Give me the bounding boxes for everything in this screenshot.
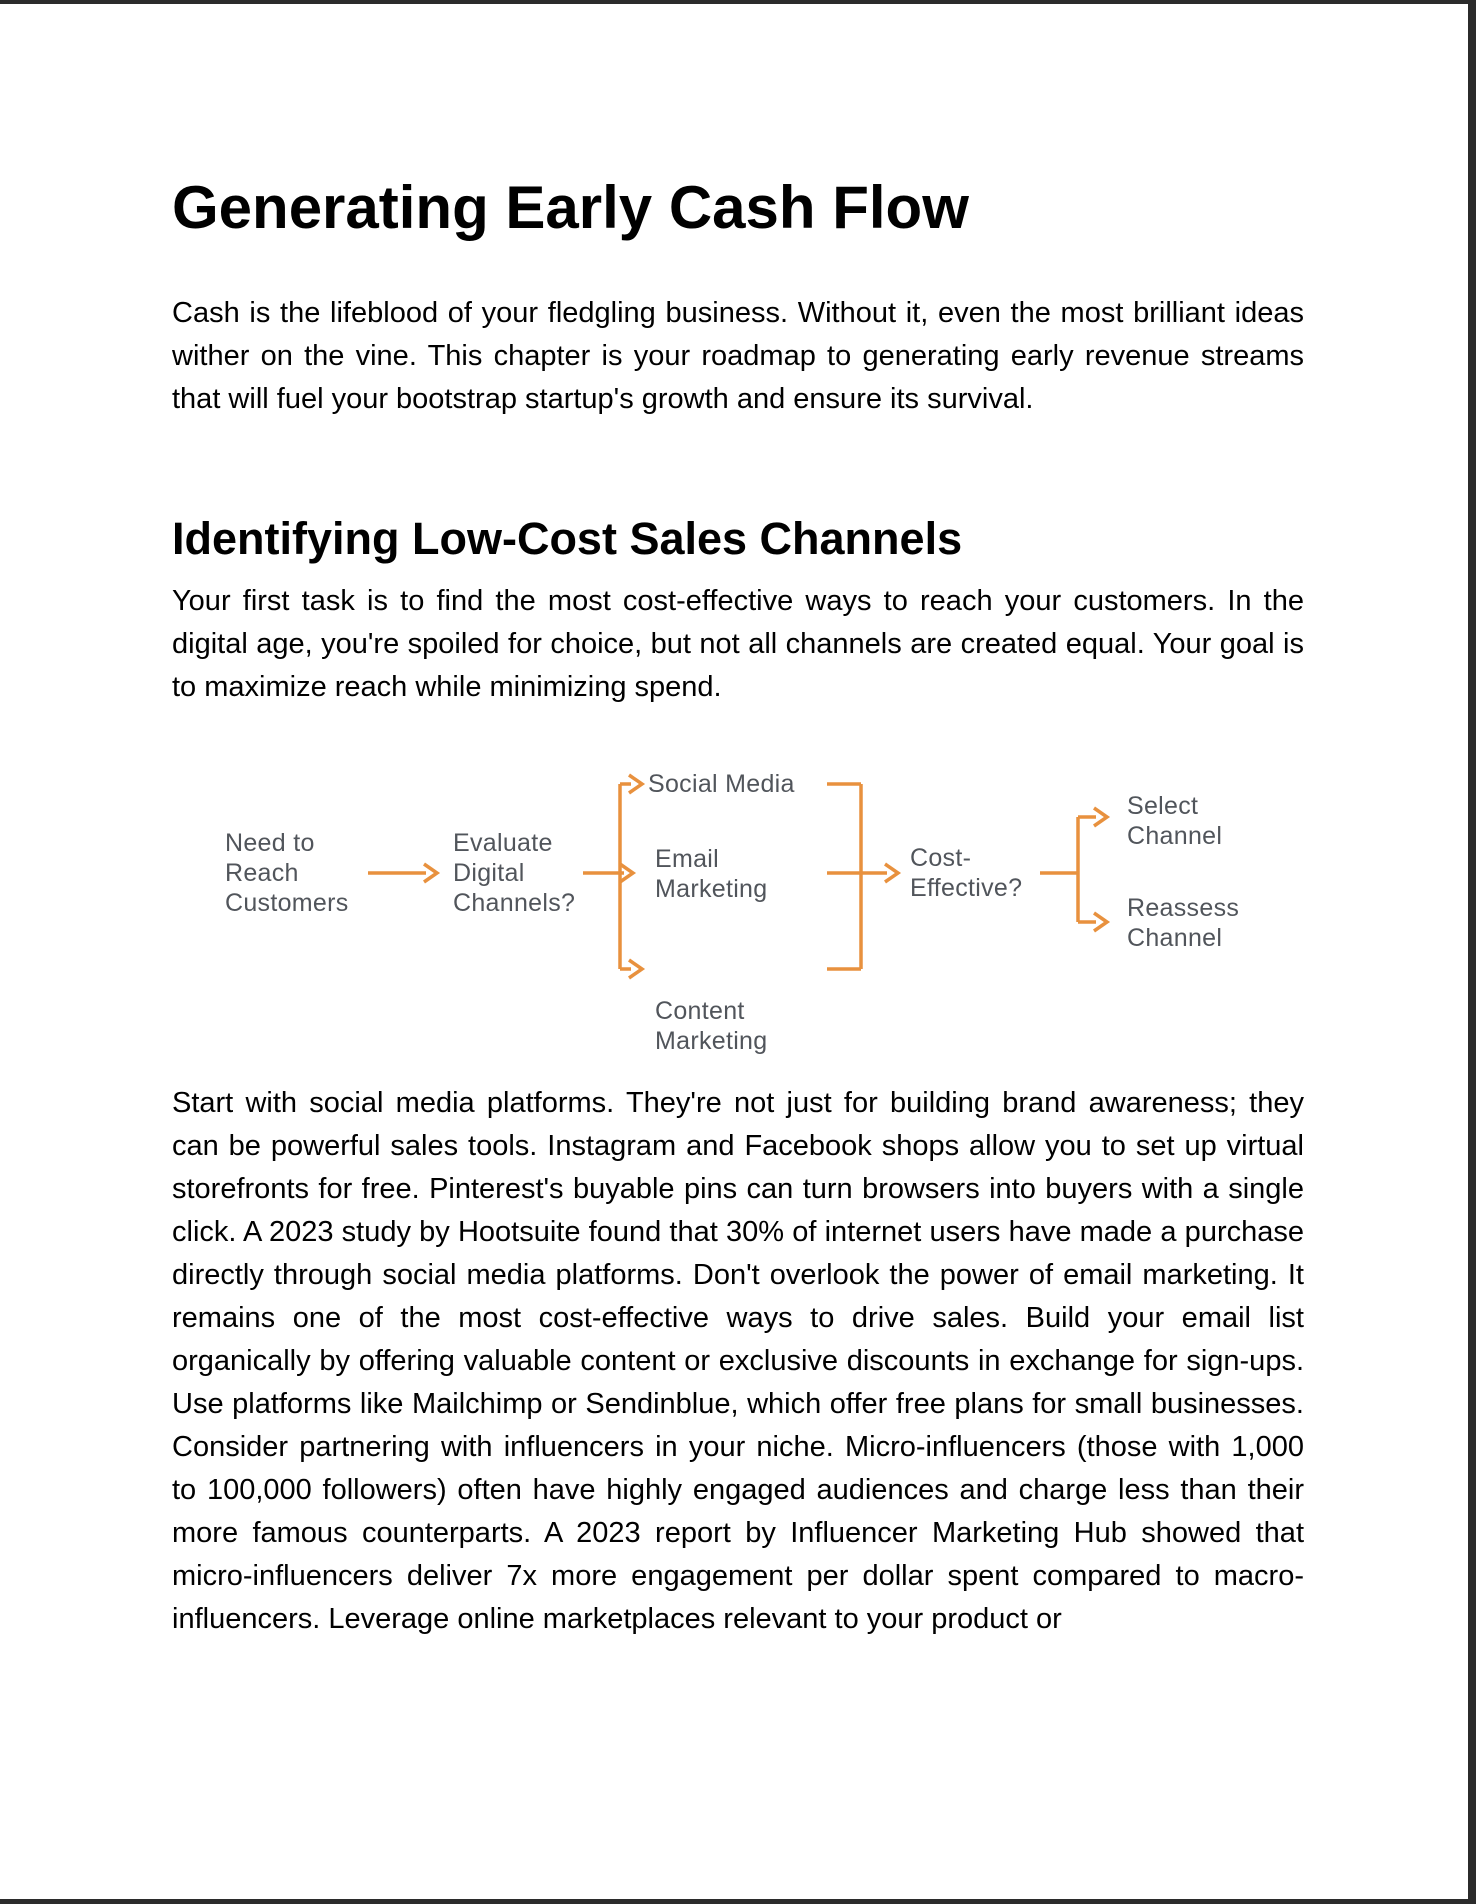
flowchart-node-content-marketing: Content Marketing bbox=[655, 997, 768, 1055]
sales-channels-flowchart bbox=[172, 767, 1304, 1079]
section-heading: Identifying Low-Cost Sales Channels bbox=[172, 513, 963, 564]
viewer-edge-bottom bbox=[0, 1899, 1476, 1904]
body-paragraph: Start with social media platforms. They're not just for building brand awareness; they can be powerful sales tools. Instagram and Facebook shops allow you to set up virtual storefronts for free. Pinterest's buyable pins can turn browsers into buyers with a single click. A 2023 study by Hootsuite found that 30% of internet users have made a purchase directly through social media platforms. Don't overlook the power of email marketing. It remains one of the most cost-effective ways to drive sales. Build your email list organically by offering valuable content or exclusive discounts in exchange for sign-ups. Use platforms like Mailchimp or Sendinblue, which offer free plans for small businesses. Consider partnering with influencers in your niche. Micro-influencers (those with 1,000 to 100,000 followers) often have highly engaged audiences and charge less than their more famous counterparts. A 2023 report by Influencer Marketing Hub showed that micro-influencers deliver 7x more engagement per dollar spent compared to macro-influencers. Leverage online marketplaces relevant to your product or bbox=[172, 1087, 1304, 1635]
flowchart-node-reassess-channel: Reassess Channel bbox=[1127, 894, 1240, 952]
flowchart-node-email-marketing: Email Marketing bbox=[655, 845, 768, 903]
flowchart-node-select-channel: Select Channel bbox=[1127, 792, 1223, 850]
page-content bbox=[172, 0, 1304, 1641]
viewer-edge-right bbox=[1468, 0, 1476, 1904]
viewer-edge-top bbox=[0, 0, 1476, 4]
section-intro-paragraph: Your first task is to find the most cost-effective ways to reach your customers. In the digital age, you're spoiled for choice, but not all channels are created equal. Your goal is to maximize reach while minimizing spend. bbox=[172, 585, 1304, 703]
document-title: Generating Early Cash Flow bbox=[172, 174, 969, 241]
flowchart-node-need-to-reach-customers: Need to Reach Customers bbox=[225, 829, 349, 917]
flowchart-node-evaluate-digital-channels: Evaluate Digital Channels? bbox=[453, 829, 576, 917]
intro-paragraph: Cash is the lifeblood of your fledgling business. Without it, even the most brilliant ideas wither on the vine. This chapter is your roadmap to generating early revenue streams that will fuel your bootstrap startup's growth and ensure its survival. bbox=[172, 297, 1304, 415]
flowchart-node-cost-effective: Cost-Effective? bbox=[910, 844, 1023, 902]
flowchart-node-social-media: Social Media bbox=[648, 770, 795, 798]
